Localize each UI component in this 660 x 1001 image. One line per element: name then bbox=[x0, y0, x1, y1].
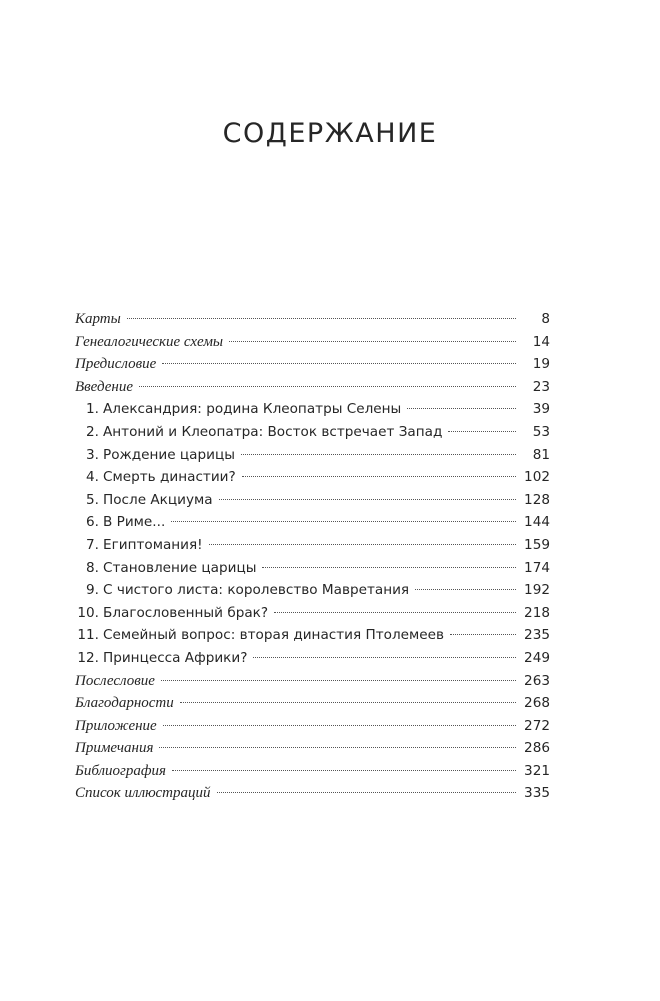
chapter-number: 2. bbox=[86, 423, 99, 440]
toc-entry bbox=[75, 376, 550, 399]
toc-entry-title: Карты bbox=[75, 311, 121, 327]
toc-page-number: 144 bbox=[524, 514, 550, 531]
toc-entry bbox=[75, 670, 550, 693]
toc-page-number: 321 bbox=[524, 762, 550, 779]
table-of-contents bbox=[75, 308, 550, 805]
toc-page-number: 102 bbox=[524, 469, 550, 486]
toc-entry bbox=[75, 579, 550, 602]
toc-page-number: 268 bbox=[524, 695, 550, 712]
dot-leader bbox=[163, 725, 516, 726]
toc-entry-title: Семейный вопрос: вторая династия Птолемеев bbox=[103, 627, 445, 644]
toc-page-number: 272 bbox=[524, 717, 550, 734]
dot-leader bbox=[241, 454, 516, 455]
toc-entry bbox=[75, 444, 550, 467]
toc-page-number: 14 bbox=[532, 333, 550, 350]
toc-entry-title: Введение bbox=[75, 378, 133, 395]
toc-page-number: 23 bbox=[532, 378, 550, 395]
toc-page-number: 19 bbox=[532, 356, 550, 373]
toc-entry bbox=[75, 715, 550, 738]
toc-entry-title: В Риме... bbox=[103, 514, 166, 531]
dot-leader bbox=[139, 386, 516, 387]
dot-leader bbox=[180, 702, 516, 703]
dot-leader bbox=[242, 476, 516, 477]
toc-entry-title: Рождение царицы bbox=[103, 446, 235, 463]
toc-page-number: 235 bbox=[524, 627, 550, 644]
toc-entry bbox=[75, 466, 550, 489]
toc-page-number: 263 bbox=[524, 672, 550, 689]
toc-entry-title: Антоний и Клеопатра: Восток встречает Запад bbox=[103, 423, 443, 440]
toc-entry bbox=[75, 647, 550, 670]
dot-leader bbox=[127, 318, 516, 319]
chapter-number: 1. bbox=[86, 401, 99, 418]
toc-entry-title: Александрия: родина Клеопатры Селены bbox=[103, 401, 402, 418]
chapter-number: 8. bbox=[86, 559, 99, 576]
chapter-number: 5. bbox=[86, 491, 99, 508]
chapter-number: 3. bbox=[86, 446, 99, 463]
toc-entry-title: Приложение bbox=[75, 717, 157, 734]
dot-leader bbox=[229, 341, 516, 342]
toc-entry-title: Примечания bbox=[75, 740, 154, 757]
dot-leader bbox=[448, 431, 516, 432]
dot-leader bbox=[161, 680, 516, 681]
toc-page-number: 286 bbox=[524, 740, 550, 757]
toc-page-number: 335 bbox=[524, 785, 550, 802]
toc-entry-title: После Акциума bbox=[103, 491, 213, 508]
toc-entry-title: Смерть династии? bbox=[103, 469, 236, 486]
chapter-number: 9. bbox=[86, 582, 99, 599]
toc-entry bbox=[75, 624, 550, 647]
toc-entry-title: Благодарности bbox=[75, 695, 174, 712]
toc-page-number: 39 bbox=[532, 401, 550, 418]
toc-entry-title: С чистого листа: королевство Мавретания bbox=[103, 582, 410, 599]
toc-entry bbox=[75, 737, 550, 760]
toc-entry bbox=[75, 308, 550, 331]
toc-entry-title: Становление царицы bbox=[103, 559, 257, 576]
chapter-number: 6. bbox=[86, 514, 99, 531]
chapter-number: 7. bbox=[86, 536, 99, 553]
dot-leader bbox=[159, 747, 516, 748]
dot-leader bbox=[253, 657, 516, 658]
toc-entry bbox=[75, 511, 550, 534]
toc-entry bbox=[75, 331, 550, 354]
dot-leader bbox=[219, 499, 516, 500]
chapter-number: 4. bbox=[86, 469, 99, 486]
toc-entry-title: Библиография bbox=[75, 762, 167, 779]
chapter-number: 10. bbox=[77, 604, 99, 621]
dot-leader bbox=[162, 363, 516, 364]
toc-page-number: 174 bbox=[524, 559, 550, 576]
toc-entry bbox=[75, 602, 550, 625]
dot-leader bbox=[450, 634, 516, 635]
page-title: СОДЕРЖАНИЕ bbox=[222, 118, 438, 149]
toc-page-number: 81 bbox=[532, 446, 550, 463]
dot-leader bbox=[262, 567, 516, 568]
toc-page-number: 128 bbox=[524, 491, 550, 508]
toc-page-number: 8 bbox=[541, 311, 550, 327]
toc-entry bbox=[75, 557, 550, 580]
toc-page-number: 218 bbox=[524, 604, 550, 621]
toc-entry bbox=[75, 534, 550, 557]
dot-leader bbox=[171, 521, 516, 522]
toc-entry-title: Послесловие bbox=[75, 672, 155, 689]
toc-entry bbox=[75, 782, 550, 805]
toc-entry bbox=[75, 353, 550, 376]
toc-entry-title: Египтомания! bbox=[103, 536, 203, 553]
toc-page-number: 53 bbox=[532, 423, 550, 440]
toc-entry bbox=[75, 692, 550, 715]
toc-page-number: 249 bbox=[524, 649, 550, 666]
toc-entry-title: Благословенный брак? bbox=[103, 604, 269, 621]
toc-entry-title: Принцесса Африки? bbox=[103, 649, 248, 666]
dot-leader bbox=[172, 770, 516, 771]
dot-leader bbox=[209, 544, 516, 545]
toc-entry-title: Список иллюстраций bbox=[75, 785, 211, 802]
toc-page-number: 159 bbox=[524, 536, 550, 553]
toc-entry-title: Генеалогические схемы bbox=[75, 333, 224, 350]
toc-entry bbox=[75, 398, 550, 421]
dot-leader bbox=[407, 408, 516, 409]
toc-entry-title: Предисловие bbox=[75, 356, 157, 373]
toc-entry bbox=[75, 760, 550, 783]
chapter-number: 12. bbox=[77, 649, 99, 666]
toc-entry bbox=[75, 421, 550, 444]
chapter-number: 11. bbox=[77, 627, 99, 644]
toc-page-number: 192 bbox=[524, 582, 550, 599]
dot-leader bbox=[415, 589, 516, 590]
dot-leader bbox=[274, 612, 516, 613]
dot-leader bbox=[217, 792, 516, 793]
toc-entry bbox=[75, 489, 550, 512]
